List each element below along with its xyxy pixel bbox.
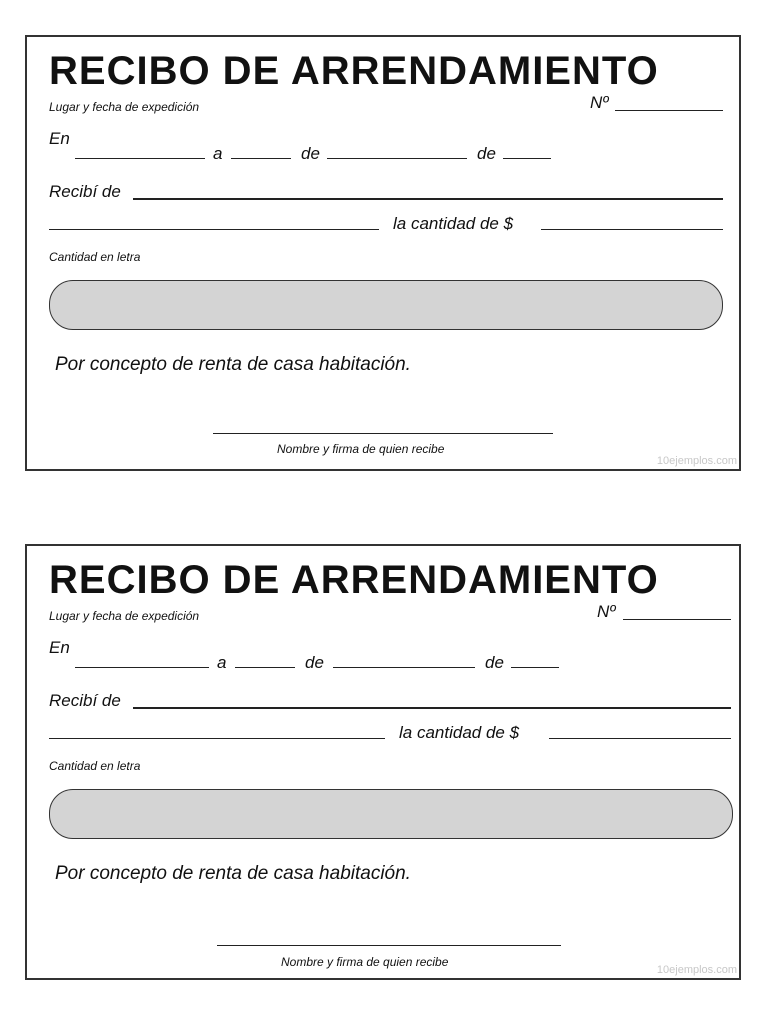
amount-field[interactable] <box>541 229 723 230</box>
number-field[interactable] <box>623 619 731 620</box>
de-label-2: de <box>477 144 496 163</box>
watermark: 10ejemplos.com <box>656 964 737 976</box>
received-from-field[interactable] <box>133 198 723 200</box>
received-from-label: Recibí de <box>49 182 121 201</box>
signature-label: Nombre y firma de quien recibe <box>281 955 449 969</box>
day-field[interactable] <box>231 158 291 159</box>
month-field[interactable] <box>333 667 475 668</box>
amount-field[interactable] <box>549 738 731 739</box>
place-date-label: Lugar y fecha de expedición <box>49 100 200 114</box>
concept-text: Por concepto de renta de casa habitación. <box>55 863 411 884</box>
de-label-1: de <box>301 144 320 163</box>
received-from-label: Recibí de <box>49 691 121 710</box>
received-from-field-2[interactable] <box>49 738 385 739</box>
concept-text: Por concepto de renta de casa habitación. <box>55 354 411 375</box>
in-label: En <box>49 129 70 148</box>
receipt-title: RECIBO DE ARRENDAMIENTO <box>49 49 659 93</box>
signature-label: Nombre y firma de quien recibe <box>277 442 445 456</box>
amount-words-field[interactable] <box>49 280 723 330</box>
year-field[interactable] <box>511 667 559 668</box>
number-label: Nº <box>590 93 609 112</box>
de-label-2: de <box>485 653 504 672</box>
month-field[interactable] <box>327 158 467 159</box>
place-date-label: Lugar y fecha de expedición <box>49 609 200 623</box>
watermark: 10ejemplos.com <box>656 455 737 467</box>
amount-label: la cantidad de $ <box>399 723 520 742</box>
signature-line[interactable] <box>217 945 561 946</box>
amount-words-label: Cantidad en letra <box>49 250 141 264</box>
number-label: Nº <box>597 602 616 621</box>
received-from-field-2[interactable] <box>49 229 379 230</box>
amount-words-field[interactable] <box>49 789 733 839</box>
a-label: a <box>217 653 227 672</box>
amount-words-label: Cantidad en letra <box>49 759 141 773</box>
received-from-field[interactable] <box>133 707 731 709</box>
a-label: a <box>213 144 223 163</box>
year-field[interactable] <box>503 158 551 159</box>
place-field[interactable] <box>75 158 205 159</box>
receipt-title: RECIBO DE ARRENDAMIENTO <box>49 558 659 602</box>
receipt-form-2 <box>25 544 741 980</box>
number-field[interactable] <box>615 110 723 111</box>
amount-label: la cantidad de $ <box>393 214 514 233</box>
receipt-form-1 <box>25 35 741 471</box>
in-label: En <box>49 638 70 657</box>
place-field[interactable] <box>75 667 209 668</box>
signature-line[interactable] <box>213 433 553 434</box>
de-label-1: de <box>305 653 324 672</box>
day-field[interactable] <box>235 667 295 668</box>
